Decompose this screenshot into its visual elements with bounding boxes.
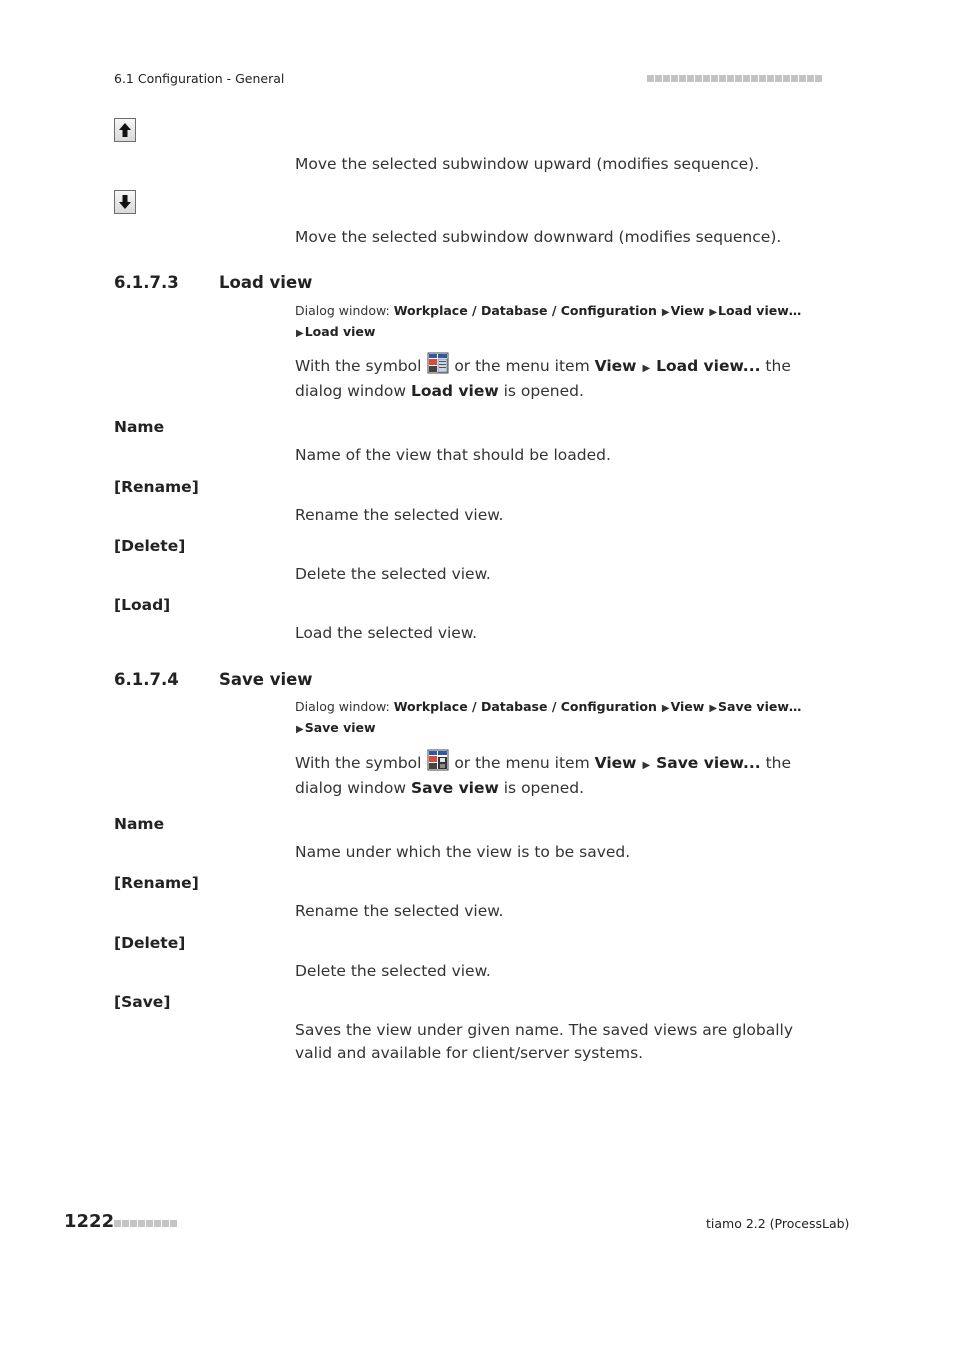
term-delete: [Delete] [114, 537, 186, 555]
term-rename-desc: Rename the selected view. [295, 506, 504, 524]
header-decoration [647, 74, 829, 83]
term-delete-desc: Delete the selected view. [295, 565, 491, 583]
term-rename-desc: Rename the selected view. [295, 902, 504, 920]
section-title: Load view [219, 273, 313, 292]
move-down-description: Move the selected subwindow downward (modifies sequence). [295, 228, 782, 246]
term-name-desc: Name of the view that should be loaded. [295, 446, 611, 464]
term-save: [Save] [114, 993, 171, 1011]
footer-decoration [114, 1219, 184, 1228]
term-save-desc: Saves the view under given name. The saved views are globally valid and available for client/server systems. [295, 1021, 794, 1062]
term-name-desc: Name under which the view is to be saved. [295, 843, 631, 861]
save-view-intro: With the symbol or the menu item View ▶ Save view... the dialog window Save view is opened. [295, 749, 830, 800]
dialog-path: Dialog window: Workplace / Database / Configuration ▶View ▶Save view… ▶Save view [295, 699, 802, 735]
term-name: Name [114, 418, 165, 436]
move-up-description: Move the selected subwindow upward (modifies sequence). [295, 155, 760, 173]
dialog-path: Dialog window: Workplace / Database / Configuration ▶View ▶Load view… ▶Load view [295, 303, 802, 339]
section-number: 6.1.7.3 [114, 273, 179, 292]
term-delete: [Delete] [114, 934, 186, 952]
term-name: Name [114, 815, 165, 833]
term-rename: [Rename] [114, 874, 199, 892]
term-delete-desc: Delete the selected view. [295, 962, 491, 980]
term-load-desc: Load the selected view. [295, 624, 478, 642]
page-number: 1222 [64, 1211, 115, 1232]
section-number: 6.1.7.4 [114, 670, 179, 689]
load-view-intro: With the symbol or the menu item View ▶ Load view... the dialog window Load view is opened. [295, 352, 830, 403]
product-name: tiamo 2.2 (ProcessLab) [706, 1216, 850, 1231]
term-rename: [Rename] [114, 478, 199, 496]
load-view-icon [427, 352, 447, 372]
term-load: [Load] [114, 596, 171, 614]
save-view-icon [427, 749, 447, 769]
arrow-up-icon [114, 118, 136, 142]
running-header: 6.1 Configuration - General [114, 71, 285, 86]
section-title: Save view [219, 670, 313, 689]
arrow-down-icon [114, 190, 136, 214]
